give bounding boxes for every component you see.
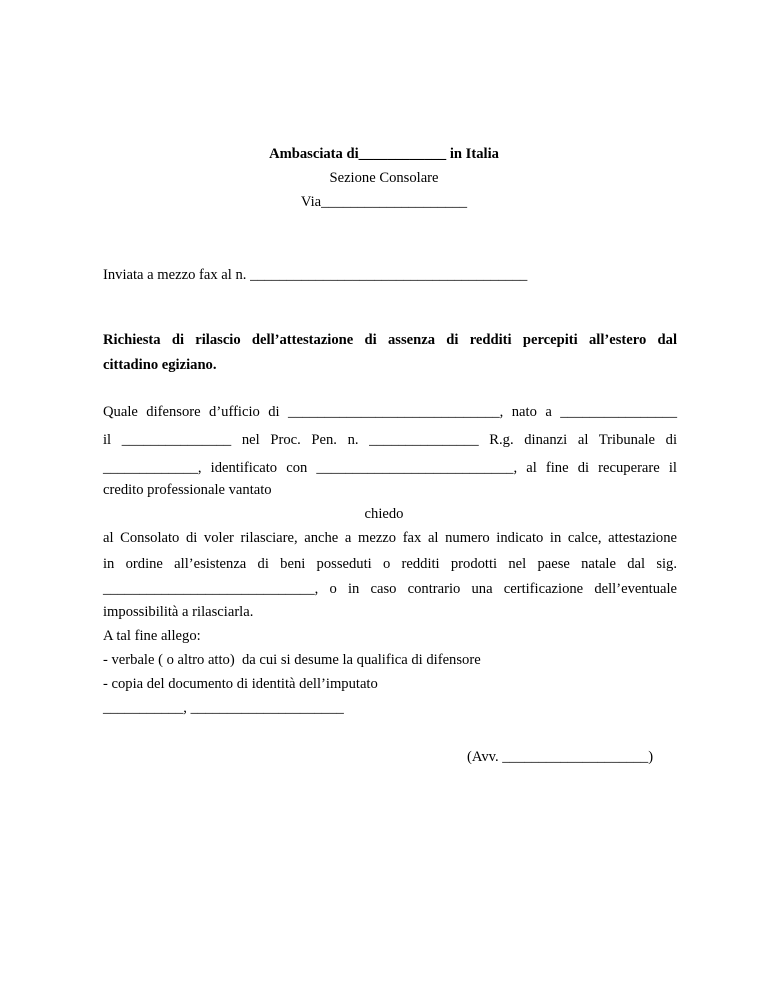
embassy-title: Ambasciata di____________ in Italia [269, 146, 499, 162]
fax-line: Inviata a mezzo fax al n. ______________________________________ [103, 267, 528, 283]
request-line-2: in ordine all’esistenza di beni posseduti o redditi prodotti nel paese natale dal sig. [103, 556, 677, 572]
request-word: chiedo [364, 506, 404, 522]
subject-line-1: Richiesta di rilascio dell’attestazione di assenza di redditi percepiti all’estero dal [103, 332, 677, 348]
embassy-address: Via____________________ [300, 194, 468, 210]
consular-section: Sezione Consolare [329, 170, 439, 186]
body-line-4: credito professionale vantato [103, 482, 272, 498]
attachment-item-1: - verbale ( o altro atto) da cui si desume la qualifica di difensore [103, 652, 481, 668]
place-date-line: ___________, _____________________ [103, 700, 344, 716]
body-line-3: _____________, identificato con ___________________________, al fine di recuperare il [103, 460, 677, 476]
body-line-1: Quale difensore d’ufficio di _____________________________, nato a ________________ [103, 404, 677, 420]
request-line-4: impossibilità a rilasciarla. [103, 604, 254, 620]
subject-line-2: cittadino egiziano. [103, 357, 217, 373]
attachments-intro: A tal fine allego: [103, 628, 201, 644]
signature-line: (Avv. ____________________) [467, 749, 654, 765]
request-line-3: _____________________________, o in caso contrario una certificazione dell’eventuale [103, 581, 677, 597]
attachment-item-2: - copia del documento di identità dell’imputato [103, 676, 378, 692]
request-line-1: al Consolato di voler rilasciare, anche a mezzo fax al numero indicato in calce, attestazione [103, 530, 677, 546]
body-line-2: il _______________ nel Proc. Pen. n. _______________ R.g. dinanzi al Tribunale di [103, 432, 677, 448]
